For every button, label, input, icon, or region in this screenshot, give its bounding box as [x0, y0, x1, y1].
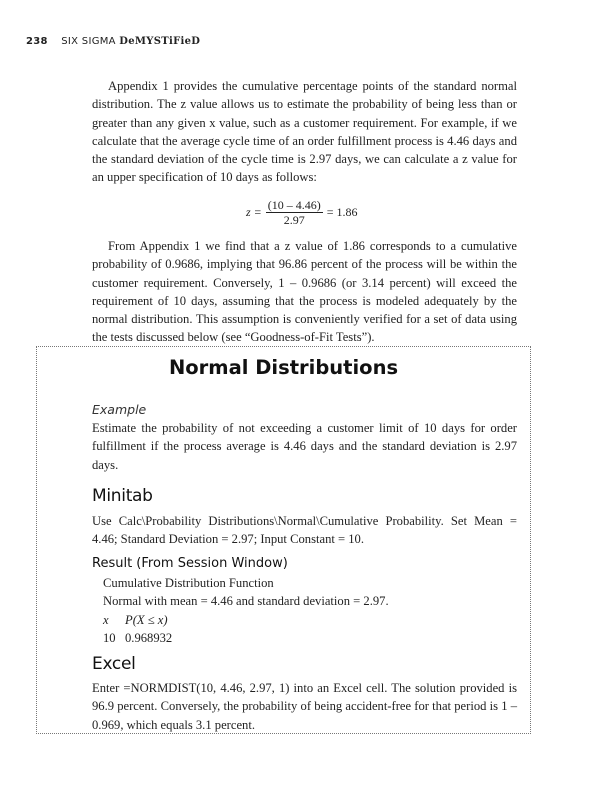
result-table-row: [103, 629, 389, 647]
result-col-p: P(X ≤ x): [125, 612, 168, 627]
result-line-2: Normal with mean = 4.46 and standard deviation = 2.97.: [103, 594, 389, 609]
result-col-x: x: [103, 612, 109, 627]
example-text: Estimate the probability of not exceeding a customer limit of 10 days for order fulfillment if the process average is 4.46 days and the standard deviation is 2.97 days.: [92, 421, 517, 472]
excel-text: Enter =NORMDIST(10, 4.46, 2.97, 1) into an Excel cell. The solution provided is 96.9 percent. Conversely, the probability of being accident-free for that period is 1 – 0.969, which equals 3.1 percent.: [92, 681, 517, 732]
equation-fraction: [266, 198, 323, 227]
equation-rhs: = 1.86: [326, 205, 358, 219]
series-name: SIX SIGMA: [61, 36, 116, 47]
equation-denominator: 2.97: [283, 213, 305, 227]
result-block: [103, 574, 389, 647]
excel-heading: Excel: [92, 654, 136, 674]
body-paragraph-1: Appendix 1 provides the cumulative percentage points of the standard normal distribution. The z value allows us to estimate the probability of being less than or greater than any given x value, such as a customer requirement. For example, if we calculate that the average cycle time of an order fulfillment process is 4.46 days and the standard deviation of the cycle time is 2.97 days, we can calculate a z value for an upper specification of 10 days as follows:: [92, 79, 517, 185]
example-label: Example: [92, 402, 147, 417]
minitab-heading: Minitab: [92, 486, 153, 506]
result-val-x: 10: [103, 630, 116, 645]
body-paragraph-2: From Appendix 1 we find that a z value of 1.86 corresponds to a cumulative probability of 0.9686, implying that 96.86 percent of the process will be within the customer requirement. Conversely, 1 – 0.9686 (or 3.14 percent) will exceed the requirement of 10 days, assuming that the process is modeled adequately by the normal distribution. This assumption is conveniently verified for a set of data using the tests discussed below (see “Goodness-of-Fit Tests”).: [92, 239, 517, 345]
series-brand: DeMYSTiFieD: [119, 36, 201, 47]
result-table-header: [103, 611, 389, 629]
result-line-1: Cumulative Distribution Function: [103, 576, 274, 590]
result-val-p: 0.968932: [125, 630, 173, 645]
equation-numerator: (10 – 4.46): [267, 198, 321, 212]
z-equation: [246, 198, 358, 227]
result-heading: Result (From Session Window): [92, 556, 288, 571]
running-header: [26, 36, 200, 47]
equation-lhs: z =: [246, 205, 262, 219]
minitab-text: Use Calc\Probability Distributions\Normal\Cumulative Probability. Set Mean = 4.46; Standard Deviation = 2.97; Input Constant = 10.: [92, 514, 517, 547]
box-title: Normal Distributions: [168, 356, 399, 379]
page-number: 238: [26, 36, 48, 47]
